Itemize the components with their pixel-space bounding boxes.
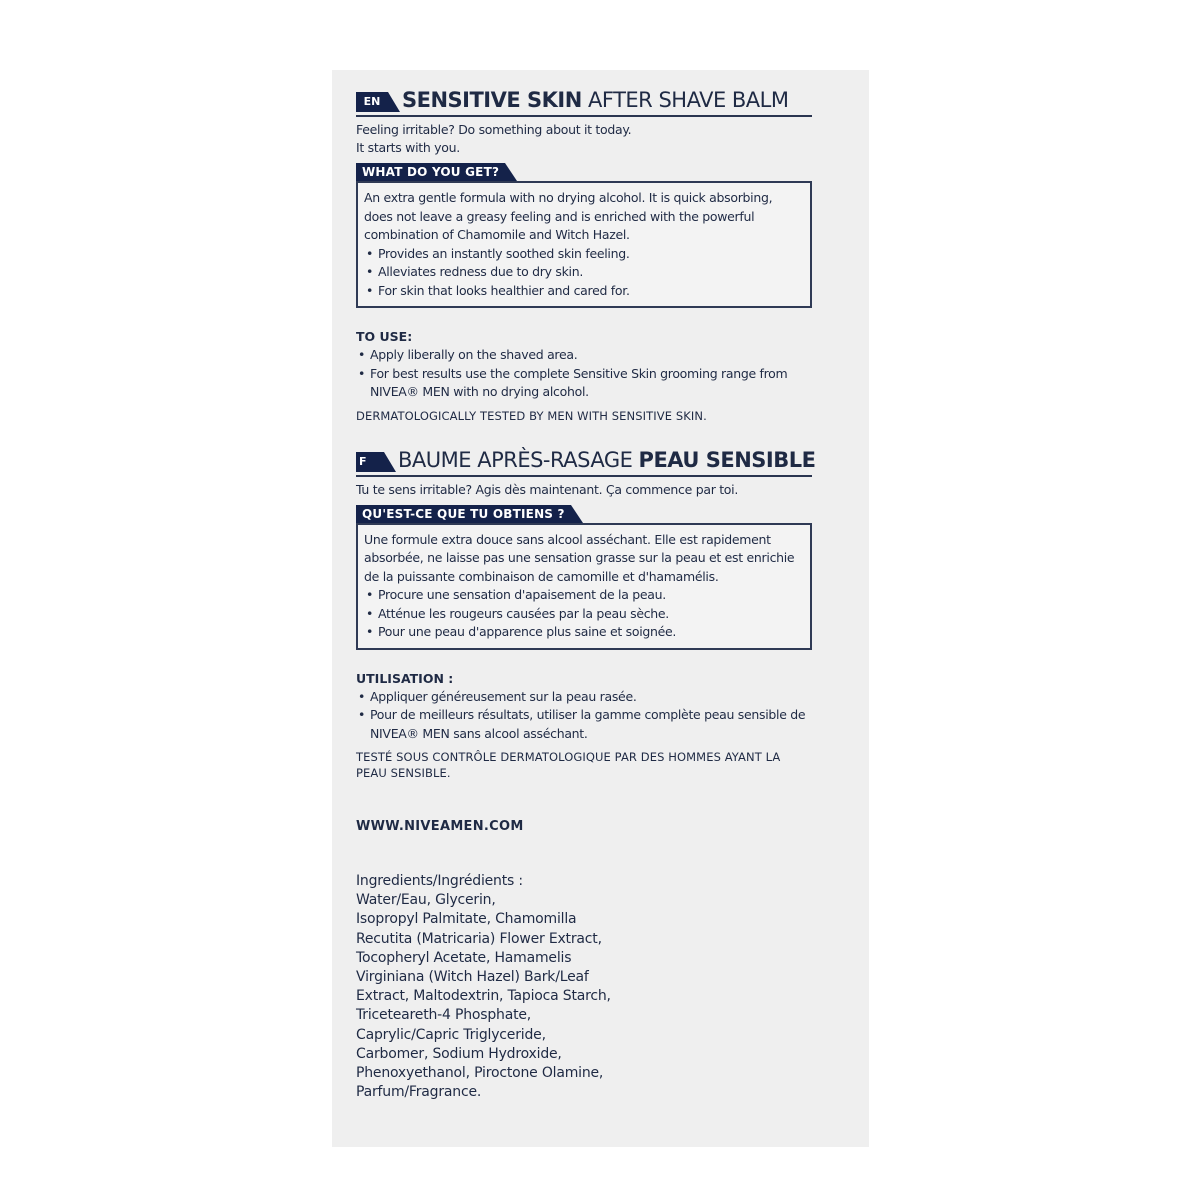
french-tested-note: TESTÉ SOUS CONTRÔLE DERMATOLOGIQUE PAR DES HOMMES AYANT LA PEAU SENSIBLE. <box>356 750 781 780</box>
title-divider <box>356 115 812 117</box>
english-intro <box>356 121 812 157</box>
benefits-list <box>364 245 804 301</box>
french-use-list <box>356 688 812 744</box>
list-item: • Alleviates redness due to dry skin. <box>364 263 804 282</box>
list-item: • Procure une sensation d'apaisement de la peau. <box>364 586 804 605</box>
list-item: • Pour de meilleurs résultats, utiliser la gamme complète peau sensible de NIVEA® MEN sans alcool asséchant. <box>356 706 812 743</box>
list-item: • Pour une peau d'apparence plus saine et soignée. <box>364 623 804 642</box>
english-title-bold: SENSITIVE SKIN <box>402 88 582 112</box>
english-benefits-box <box>356 181 812 308</box>
french-use-title: UTILISATION : <box>356 670 454 686</box>
french-title-regular: BAUME APRÈS-RASAGE <box>398 447 639 472</box>
english-use-title: TO USE: <box>356 329 413 344</box>
list-item: • Appliquer généreusement sur la peau rasée. <box>356 688 812 707</box>
list-item: • Provides an instantly soothed skin feeling. <box>364 245 804 264</box>
benefits-list <box>364 586 804 642</box>
language-tag-en: EN <box>356 92 388 112</box>
ingredient-line: Water/Eau, Glycerin, <box>356 892 496 909</box>
title-divider <box>356 475 812 477</box>
ingredient-line: Carbomer, Sodium Hydroxide, <box>356 1045 562 1062</box>
intro-line: It starts with you. <box>356 140 460 155</box>
french-title-row <box>356 446 816 474</box>
ingredient-line: Isopropyl Palmitate, Chamomilla <box>356 911 577 928</box>
ingredient-line: Tocopheryl Acetate, Hamamelis <box>356 949 572 966</box>
french-title-bold: PEAU SENSIBLE <box>638 447 816 472</box>
english-title <box>402 86 789 114</box>
ingredient-line: Extract, Maltodextrin, Tapioca Starch, <box>356 988 611 1005</box>
language-tag-fr: F <box>356 452 384 472</box>
ingredient-line: Caprylic/Capric Triglyceride, <box>356 1026 546 1043</box>
ingredients-list <box>356 872 812 1102</box>
french-benefits-box <box>356 523 812 650</box>
english-title-row <box>356 86 812 114</box>
english-tested-note: DERMATOLOGICALLY TESTED BY MEN WITH SENSITIVE SKIN. <box>356 408 707 423</box>
french-title <box>398 446 815 474</box>
intro-line: Feeling irritable? Do something about it today. <box>356 122 632 137</box>
label-content <box>356 86 816 1102</box>
benefits-paragraph: An extra gentle formula with no drying alcohol. It is quick absorbing, does not leave a greasy feeling and is enriched with the powerful combination of Chamomile and Witch Hazel. <box>364 190 773 242</box>
list-item: • Atténue les rougeurs causées par la peau sèche. <box>364 605 804 624</box>
ingredient-line: Triceteareth-4 Phosphate, <box>356 1007 532 1024</box>
ingredient-line: Recutita (Matricaria) Flower Extract, <box>356 930 602 947</box>
ingredients-heading: Ingredients/Ingrédients : <box>356 873 523 889</box>
french-box-title: QU'EST-CE QUE TU OBTIENS ? <box>356 505 571 523</box>
ingredient-line: Phenoxyethanol, Piroctone Olamine, <box>356 1065 604 1082</box>
ingredient-line: Parfum/Fragrance. <box>356 1084 482 1101</box>
french-intro <box>356 481 812 499</box>
list-item: • For skin that looks healthier and cared for. <box>364 282 804 301</box>
english-box-title: WHAT DO YOU GET? <box>356 163 505 181</box>
english-title-regular: AFTER SHAVE BALM <box>581 88 789 112</box>
benefits-paragraph: Une formule extra douce sans alcool asséchant. Elle est rapidement absorbée, ne laisse pas une sensation grasse sur la peau et est enrichie de la puissante combinaison de camomille et d'hamamélis. <box>364 531 795 584</box>
list-item: • Apply liberally on the shaved area. <box>356 346 812 365</box>
ingredient-line: Virginiana (Witch Hazel) Bark/Leaf <box>356 969 589 986</box>
website-url: WWW.NIVEAMEN.COM <box>356 819 524 834</box>
product-label-panel <box>332 70 869 1147</box>
list-item: • For best results use the complete Sensitive Skin grooming range from NIVEA® MEN with no drying alcohol. <box>356 365 812 402</box>
english-use-list <box>356 346 812 402</box>
intro-line: Tu te sens irritable? Agis dès maintenant. Ça commence par toi. <box>356 481 738 497</box>
